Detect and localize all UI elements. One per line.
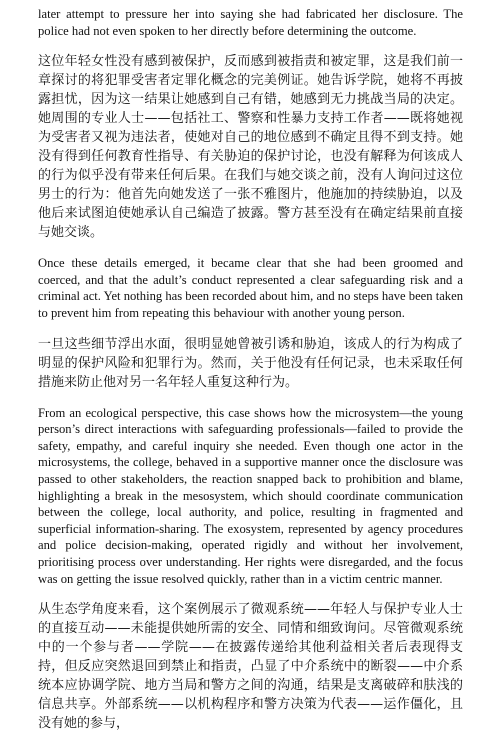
paragraph-zh-2: 一旦这些细节浮出水面，很明显她曾被引诱和胁迫，该成人的行为构成了明显的保护风险和犯罪行为。然而，关于他没有任何记录，也未采取任何措施来防止他对另一名年轻人重复这种行为。 [38, 336, 463, 390]
paragraph-en-2: Once these details emerged, it became clear that she had been groomed and coerced, and that the adult’s conduct represented a clear safeguarding risk and a criminal act. Yet nothing has been recorded about him, and no steps have been taken to prevent him from repeating this behaviour with another young person. [38, 256, 463, 320]
paragraph-en-1: later attempt to pressure her into saying she had fabricated her disclosure. The police had not even spoken to her directly before determining the outcome. [38, 7, 463, 38]
paragraph-zh-3: 从生态学角度来看，这个案例展示了微观系统——年轻人与保护专业人士的直接互动——未能提供她所需的安全、同情和细致询问。尽管微观系统中的一个参与者——学院——在披露传递给其他利益相关者后表现得支持，但反应突然退回到禁止和指责，凸显了中介系统中的断裂——中介系统本应协调学院、地方当局和警方之间的沟通，结果是支离破碎和肤浅的信息共享。外部系统——以机构程序和警方决策为代表——运作僵化，且没有她的参与， [38, 602, 463, 732]
paragraph-en-3: From an ecological perspective, this case shows how the microsystem—the young person’s direct interactions with safeguarding professionals—failed to provide the safety, empathy, and careful inquiry she needed. Even though one actor in the microsystems, the college, behaved in a supportive manner once the disclosure was passed to other stakeholders, the reaction snapped back to prohibition and blame, highlighting a break in the mesosystem, which should coordinate communication between the college, local authority, and police, resulting in fragmented and superficial information-sharing. The exosystem, represented by agency procedures and police decision-making, operated rigidly and without her involvement, prioritising process over understanding. Her rights were disregarded, and the focus was on getting the issue resolved quickly, rather than in a victim centric manner. [38, 405, 463, 586]
paragraph-zh-1: 这位年轻女性没有感到被保护，反而感到被指责和被定罪，这是我们前一章探讨的将犯罪受害者定罪化概念的完美例证。她告诉学院，她将不再披露担忧，因为这一结果让她感到自己有错，她感到无力挑战当局的决定。她周围的专业人士——包括社工、警察和性暴力支持工作者——既将她视为受害者又视为违法者，使她对自己的地位感到不确定且得不到支持。她没有得到任何教育性指导、有关胁迫的保护讨论，也没有解释为何该成人的行为似乎没有带来任何后果。在我们与她交谈之前，没有人询问过这位男士的行为：他首先向她发送了一张不雅图片，他施加的持续胁迫，以及他后来试图迫使她承认自己编造了披露。警方甚至没有在确定结果前直接与她交谈。 [38, 54, 463, 241]
